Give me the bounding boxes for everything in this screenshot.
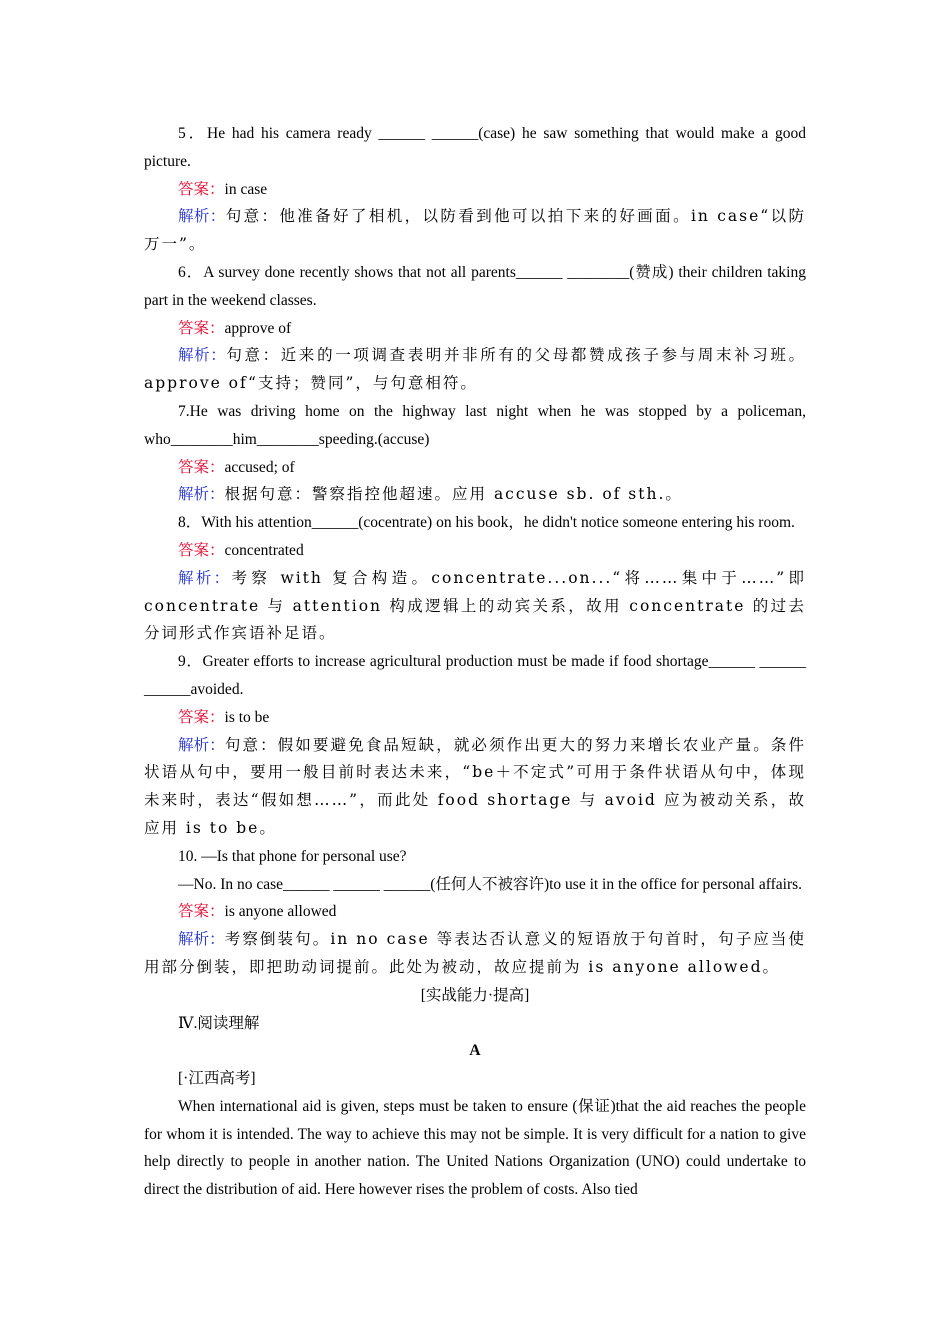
explanation-10 — [144, 926, 806, 982]
answer-7 — [144, 454, 806, 482]
answer-6 — [144, 315, 806, 343]
answer-text: approve of — [224, 319, 292, 337]
part-heading: Ⅳ.阅读理解 — [178, 1014, 260, 1032]
answer-label: 答案： — [178, 903, 225, 921]
answer-label: 答案： — [178, 319, 225, 337]
explanation-5 — [144, 203, 806, 259]
question-5: 5．He had his camera ready ______ ______(case) he saw something that would make a good picture. — [144, 125, 806, 170]
explanation-label: 解析： — [178, 347, 227, 365]
question-6: 6．A survey done recently shows that not all parents______ ________(赞成) their children taking part in the weekend classes. — [144, 263, 806, 309]
passage-letter: A — [469, 1042, 481, 1060]
answer-5 — [144, 176, 806, 204]
question-10-line-1: 10. —Is that phone for personal use? — [178, 847, 407, 865]
explanation-label: 解析： — [178, 931, 225, 949]
question-10-line-2: —No. In no case______ ______ ______(任何人不被容许)to use it in the office for personal affairs. — [178, 875, 803, 893]
explanation-7 — [144, 481, 806, 509]
explanation-label: 解析： — [178, 208, 226, 226]
passage-text: When international aid is given, steps must be taken to ensure (保证)that the aid reaches the people for whom it is intended. The way to achieve this may not be simple. It is very difficult for a nation to give help directly to people in another nation. The United Nations Organization (UNO) could undertake to direct the distribution of aid. Here however rises the problem of costs. Also tied — [144, 1097, 806, 1199]
explanation-text: 根据句意：警察指控他超速。应用 accuse sb. of sth.。 — [224, 485, 683, 504]
answer-text: accused; of — [224, 458, 295, 476]
question-8: 8．With his attention______(cocentrate) on his book，he didn't notice someone entering his room. — [178, 514, 795, 532]
explanation-text: 考察 with 复合构造。concentrate...on...“将……集中于……”即 concentrate 与 attention 构成逻辑上的动宾关系，故用 concentrate 的过去分词形式作宾语补足语。 — [144, 568, 806, 643]
answer-label: 答案： — [178, 180, 225, 198]
explanation-9 — [144, 732, 806, 843]
passage-source: [·江西高考] — [178, 1070, 256, 1088]
question-7: 7.He was driving home on the highway last night when he was stopped by a policeman, who________him________speeding.(accuse) — [144, 402, 806, 448]
explanation-text: 句意：假如要避免食品短缺，就必须作出更大的努力来增长农业产量。条件状语从句中，要用一般目前时表达未来，“be＋不定式”可用于条件状语从句中，体现未来时，表达“假如想……”，而此处 food shortage 与 avoid 应为被动关系，故应用 is to be。 — [144, 735, 806, 837]
section-heading: [实战能力·提高] — [420, 986, 530, 1004]
explanation-label: 解析： — [178, 736, 225, 754]
explanation-label: 解析： — [178, 569, 232, 587]
answer-10 — [144, 898, 806, 926]
explanation-text: 句意：他准备好了相机，以防看到他可以拍下来的好画面。in case“以防万一”。 — [144, 207, 806, 254]
answer-text: is anyone allowed — [224, 903, 337, 921]
explanation-text: 考察倒装句。in no case 等表达否认意义的短语放于句首时，句子应当使用部分倒装，即把助动词提前。此处为被动，故应提前为 is anyone allowed。 — [144, 930, 806, 976]
document-page — [144, 120, 806, 1204]
answer-8 — [144, 537, 806, 565]
explanation-label: 解析： — [178, 486, 225, 504]
explanation-6 — [144, 342, 806, 398]
answer-label: 答案： — [178, 708, 225, 726]
answer-label: 答案： — [178, 458, 225, 476]
answer-text: concentrated — [224, 541, 304, 559]
explanation-text: 句意：近来的一项调查表明并非所有的父母都赞成孩子参与周末补习班。approve of“支持；赞同”，与句意相符。 — [144, 346, 806, 393]
answer-text: is to be — [224, 708, 270, 726]
question-9: 9．Greater efforts to increase agricultural production must be made if food shortage______ ______ ______avoided. — [144, 653, 806, 698]
answer-text: in case — [224, 180, 268, 198]
answer-9 — [144, 704, 806, 732]
answer-label: 答案： — [178, 541, 225, 559]
explanation-8 — [144, 565, 806, 648]
